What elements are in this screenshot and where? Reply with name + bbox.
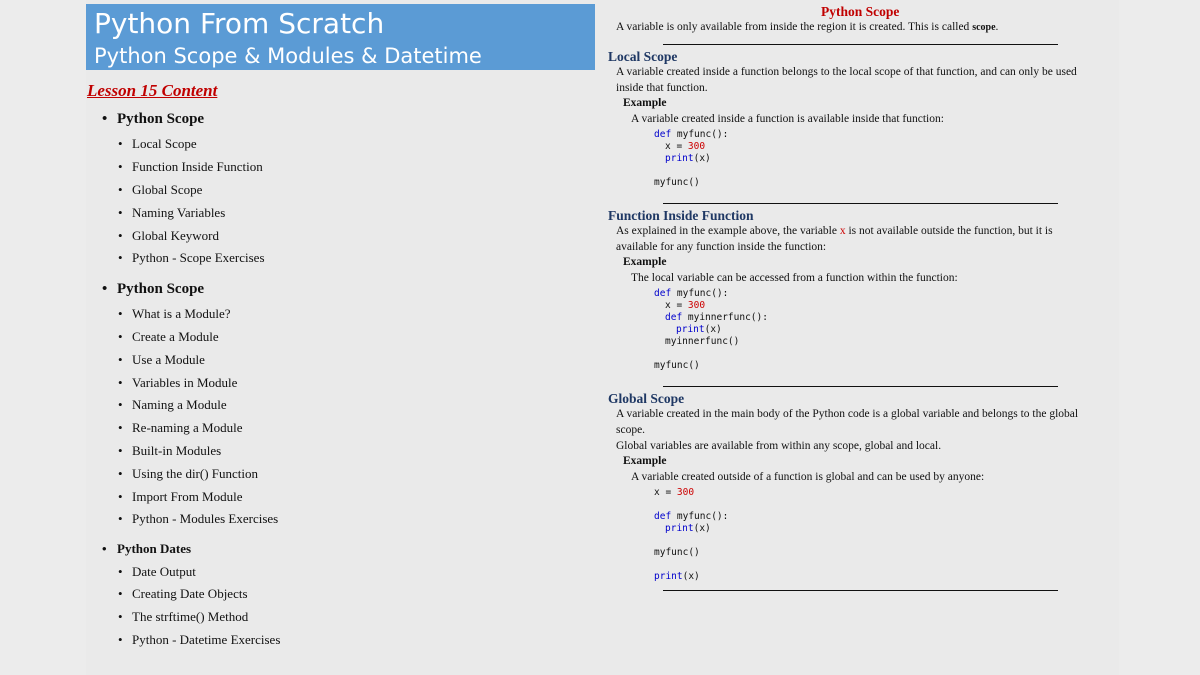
inner-function-text: available for any function inside the function:: [616, 241, 827, 253]
divider: [663, 203, 1058, 204]
local-scope-text: inside that function.: [616, 82, 708, 94]
lesson-heading: Lesson 15 Content: [87, 81, 218, 100]
code-line: def myfunc():: [654, 511, 729, 522]
divider: [663, 44, 1058, 45]
code-line: print(x): [665, 153, 711, 164]
intro-text: A variable is only available from inside the region it is created. This is called scope.: [616, 21, 999, 33]
code-line: print(x): [676, 324, 722, 335]
course-subtitle: Python Scope & Modules & Datetime: [94, 44, 482, 68]
code-line: myfunc(): [654, 547, 700, 558]
example-text: A variable created inside a function is available inside that function:: [631, 113, 944, 125]
code-line: def myfunc():: [654, 129, 729, 140]
divider: [663, 386, 1058, 387]
example-text: A variable created outside of a function is global and can be used by anyone:: [631, 471, 985, 483]
code-line: myfunc(): [654, 177, 700, 188]
inner-function-heading: Function Inside Function: [608, 208, 754, 223]
example-label: Example: [623, 97, 667, 109]
code-line: x = 300: [665, 300, 706, 311]
example-label: Example: [623, 455, 667, 467]
course-title: Python From Scratch: [94, 7, 385, 40]
global-scope-text: scope.: [616, 424, 646, 436]
document-page: [86, 0, 1119, 675]
code-line: print(x): [665, 523, 711, 534]
global-scope-text: A variable created in the main body of the Python code is a global variable and belongs to the global: [616, 408, 1079, 420]
code-line: def myfunc():: [654, 288, 729, 299]
title-banner: [86, 4, 595, 70]
code-line: myfunc(): [654, 360, 700, 371]
example-label: Example: [623, 256, 667, 268]
inner-function-text: As explained in the example above, the variable x is not available outside the function, but it is: [616, 225, 1053, 237]
section-title: Python Scope: [821, 4, 900, 19]
code-line: myinnerfunc(): [665, 336, 740, 347]
code-line: def myinnerfunc():: [665, 312, 768, 323]
local-scope-text: A variable created inside a function belongs to the local scope of that function, and can only be used: [616, 66, 1077, 78]
local-scope-heading: Local Scope: [608, 49, 678, 64]
divider: [663, 590, 1058, 591]
example-text: The local variable can be accessed from a function within the function:: [631, 272, 958, 284]
global-scope-text: Global variables are available from within any scope, global and local.: [616, 440, 942, 452]
code-line: x = 300: [654, 487, 695, 498]
code-line: print(x): [654, 571, 700, 582]
code-line: x = 300: [665, 141, 706, 152]
global-scope-heading: Global Scope: [608, 391, 685, 406]
